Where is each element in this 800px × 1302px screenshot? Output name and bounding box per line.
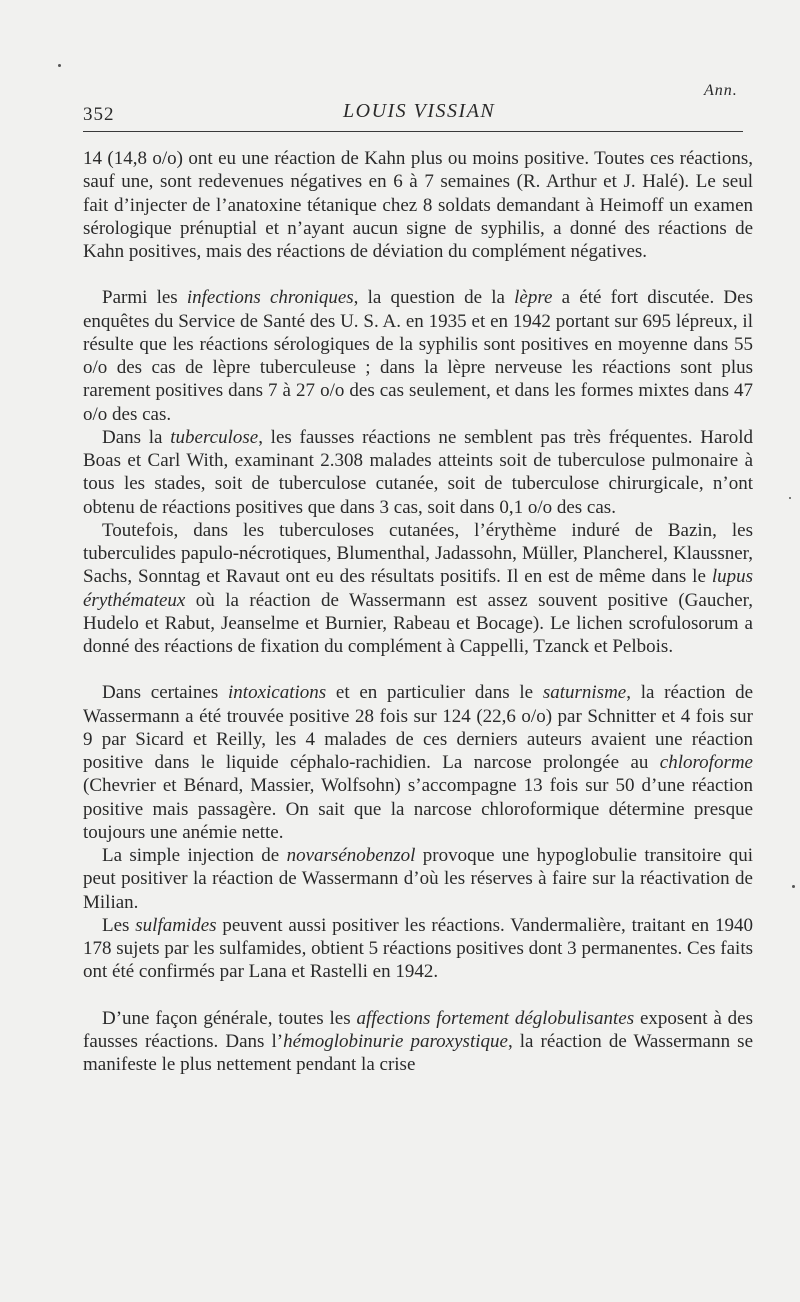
body-text xyxy=(83,147,753,1076)
italic-term: tuberculose xyxy=(170,426,259,448)
text-run: 14 (14,8 o/o) ont eu une réaction de Kahn plus ou moins positive. Toutes ces réactions, sauf une, sont redevenues négatives en 6 à 7 semaines (R. Arthur et J. Halé). Le seul fait d’injecter de l’anatoxine tétanique chez 8 soldats demandant à Heimoff un examen sérologique prénuptial et n’ayant aucun signe de syphilis, a donné des réactions de Kahn positives, mais des réactions de déviation du complément négatives. xyxy=(83,148,753,262)
page-number: 352 xyxy=(83,104,115,125)
text-run: D’une façon générale, toutes les xyxy=(102,1007,357,1029)
text-run: , les fausses réactions ne semblent pas très fréquentes. Harold Boas et Carl With, examinant 2.308 malades atteints soit de tuberculose pulmonaire à tous les stades, soit de tuberculose cutanée, soit de tuberculose chirurgicale, n’ont obtenu de réactions positives que dans 3 cas, soit dans 0,1 o/o des cas. xyxy=(83,426,753,518)
header-rule xyxy=(83,131,743,132)
italic-term: infections chroniques xyxy=(186,287,354,309)
paragraph xyxy=(83,426,753,519)
corner-annotation: Ann. xyxy=(704,82,738,99)
paragraph xyxy=(83,519,753,659)
italic-term: saturnisme xyxy=(542,682,627,704)
text-run: (Chevrier et Bénard, Massier, Wolfsohn) s’accompagne 13 fois sur 50 d’une réaction positive mais passagère. On sait que la narcose chloroformique détermine presque toujours une anémie nette. xyxy=(83,775,753,843)
paragraph xyxy=(83,1007,753,1077)
text-run: Toutefois, dans les tuberculoses cutanées, l’érythème induré de Bazin, les tuberculides papulo-nécrotiques, Blumenthal, Jadassohn, Müller, Plancherel, Klaussner, Sachs, Sonntag et Ravaut ont eu des résultats positifs. Il en est de même dans le xyxy=(83,519,753,588)
text-run: où la réaction de Wassermann est assez souvent positive (Gaucher, Hudelo et Rabut, Jeanselme et Burnier, Rabeau et Bocage). Le lichen scrofulosorum a donné des réactions de fixation du complément à Cappelli, Tzanck et Pelbois. xyxy=(83,589,753,657)
paragraph xyxy=(83,286,753,426)
italic-term: novarsénobenzol xyxy=(286,845,416,866)
italic-term: lèpre xyxy=(514,287,553,309)
italic-term: lupus érythémateux xyxy=(83,566,753,611)
text-run: Dans certaines xyxy=(102,682,229,704)
page-header xyxy=(83,100,743,130)
italic-term: hémoglobinurie paroxystique xyxy=(283,1030,508,1052)
italic-term: intoxications xyxy=(228,682,327,704)
text-run: , la question de la xyxy=(353,287,515,309)
text-run: , la réaction de Wassermann a été trouvée positive 28 fois sur 124 (22,6 o/o) par Schnitter et 4 fois sur 9 par Sicard et Reilly, les 4 malades de ces derniers auteurs avaient une réaction positive dans le liquide céphalo-rachidien. La narcose prolongée au xyxy=(83,682,753,773)
text-run: Les xyxy=(102,914,136,936)
italic-term: chloroforme xyxy=(659,752,753,773)
paragraph xyxy=(83,914,753,984)
text-run: a été fort discutée. Des enquêtes du Service de Santé des U. S. A. en 1935 et en 1942 portant sur 695 lépreux, il résulte que les réactions sérologiques de la syphilis sont positives en moyenne dans 55 o/o des cas de lèpre tuberculeuse ; dans la lèpre nerveuse les réactions sont plus rarement positives dans 7 à 27 o/o des cas seulement, et dans les formes mixtes dans 47 o/o des cas. xyxy=(83,287,753,425)
text-run: peuvent aussi positiver les réactions. Vandermalière, traitant en 1940 178 sujets par les sulfamides, obtient 5 réactions positives dont 3 permanentes. Ces faits ont été confirmés par Lana et Rastelli en 1942. xyxy=(83,914,753,983)
italic-term: sulfamides xyxy=(135,914,217,936)
scan-speck xyxy=(789,497,791,499)
text-run: La simple injection de xyxy=(102,845,287,866)
text-run: provoque une hypoglobulie transitoire qui peut positiver la réaction de Wassermann d’où les réserves à faire sur la réactivation de Milian. xyxy=(83,845,753,913)
italic-term: affections fortement déglobulisantes xyxy=(356,1007,635,1029)
paragraph xyxy=(83,681,753,844)
paragraph xyxy=(83,844,753,914)
text-run: , la réaction de Wassermann se manifeste le plus nettement pendant la crise xyxy=(83,1030,753,1075)
text-run: Dans la xyxy=(102,426,171,448)
text-run: Parmi les xyxy=(102,287,187,309)
running-head: LOUIS VISSIAN xyxy=(343,100,496,122)
paragraph xyxy=(83,147,753,263)
text-run: et en particulier dans le xyxy=(326,682,543,704)
scan-speck xyxy=(58,64,61,67)
scan-speck xyxy=(792,885,795,888)
text-run: exposent à des fausses réactions. Dans l’ xyxy=(83,1007,753,1052)
